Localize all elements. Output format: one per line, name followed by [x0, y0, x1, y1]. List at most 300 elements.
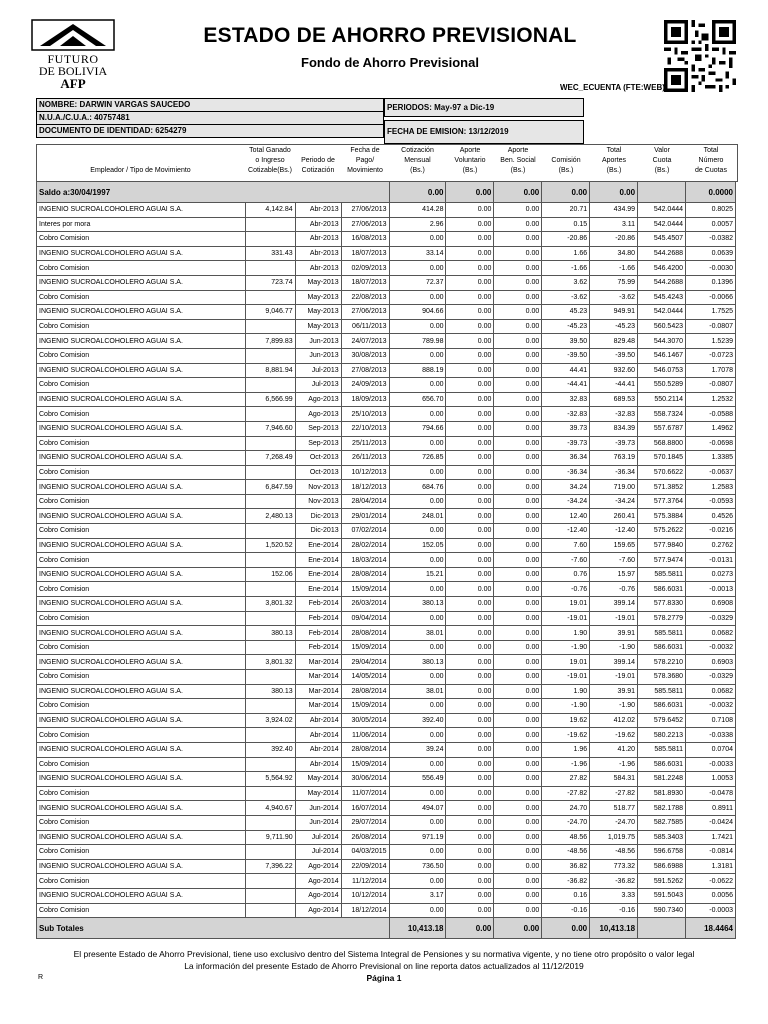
- cell-cotizacion: 0.00: [389, 728, 446, 743]
- cell-voluntario: 0.00: [446, 699, 494, 714]
- col-header-cotizacion: [389, 146, 446, 176]
- cell-empleador: INGENIO SUCROALCOHOLERO AGUAI S.A.: [37, 597, 246, 612]
- cell-voluntario: 0.00: [446, 742, 494, 757]
- cell-cuotas: 0.6908: [686, 597, 736, 612]
- cell-fecha: 28/08/2014: [341, 626, 389, 641]
- cell-cotizacion: 0.00: [389, 378, 446, 393]
- period-info-box: [384, 98, 582, 144]
- cell-social: 0.00: [494, 392, 542, 407]
- subtotal-comision: 0.00: [542, 918, 590, 939]
- cell-empleador: INGENIO SUCROALCOHOLERO AGUAI S.A.: [37, 305, 246, 320]
- cell-valor: 579.6452: [638, 713, 686, 728]
- cell-ganado: [245, 378, 295, 393]
- col-header-line: Total: [606, 147, 622, 154]
- table-row: [37, 815, 736, 830]
- cell-total: -32.83: [590, 407, 638, 422]
- cell-social: 0.00: [494, 874, 542, 889]
- cell-total: 949.91: [590, 305, 638, 320]
- cell-ganado: [245, 699, 295, 714]
- cell-comision: 7.60: [542, 538, 590, 553]
- cell-cuotas: 1.5239: [686, 334, 736, 349]
- cell-cuotas: 0.8911: [686, 801, 736, 816]
- table-row: [37, 626, 736, 641]
- cell-total: 719.00: [590, 480, 638, 495]
- table-row: [37, 640, 736, 655]
- cell-cotizacion: 380.13: [389, 597, 446, 612]
- cell-fecha: 28/04/2014: [341, 494, 389, 509]
- cell-valor: 580.2213: [638, 728, 686, 743]
- cell-voluntario: 0.00: [446, 363, 494, 378]
- cell-empleador: Interes por mora: [37, 217, 246, 232]
- cell-cotizacion: 0.00: [389, 494, 446, 509]
- cell-ganado: 7,946.60: [245, 421, 295, 436]
- cell-fecha: 07/02/2014: [341, 524, 389, 539]
- cell-total: -3.62: [590, 290, 638, 305]
- cell-empleador: INGENIO SUCROALCOHOLERO AGUAI S.A.: [37, 684, 246, 699]
- cell-total: -1.96: [590, 757, 638, 772]
- cell-fecha: 30/08/2013: [341, 348, 389, 363]
- cell-total: 260.41: [590, 509, 638, 524]
- cell-social: 0.00: [494, 509, 542, 524]
- cell-social: 0.00: [494, 640, 542, 655]
- cell-comision: -34.24: [542, 494, 590, 509]
- cell-social: 0.00: [494, 830, 542, 845]
- cell-cuotas: 0.0682: [686, 684, 736, 699]
- cell-ganado: 723.74: [245, 275, 295, 290]
- cell-voluntario: 0.00: [446, 801, 494, 816]
- cell-social: 0.00: [494, 334, 542, 349]
- cell-fecha: 11/12/2014: [341, 874, 389, 889]
- cell-empleador: Cobro Comision: [37, 465, 246, 480]
- table-row: [37, 859, 736, 874]
- cell-valor: 546.1467: [638, 348, 686, 363]
- table-row: [37, 363, 736, 378]
- col-header-line: Cotizable(Bs.): [248, 167, 292, 174]
- cell-total: 932.60: [590, 363, 638, 378]
- cell-comision: -36.82: [542, 874, 590, 889]
- table-row: [37, 524, 736, 539]
- cell-ganado: 7,268.49: [245, 451, 295, 466]
- cell-cotizacion: 656.70: [389, 392, 446, 407]
- cell-ganado: [245, 845, 295, 860]
- cell-social: 0.00: [494, 203, 542, 218]
- cell-cotizacion: 0.00: [389, 611, 446, 626]
- cell-comision: -36.34: [542, 465, 590, 480]
- cell-voluntario: 0.00: [446, 567, 494, 582]
- cell-total: -45.23: [590, 319, 638, 334]
- cell-periodo: May-2013: [295, 275, 341, 290]
- subtotal-valor: [638, 918, 686, 939]
- saldo-total: 0.00: [590, 182, 638, 203]
- movements-table: [36, 181, 736, 939]
- cell-comision: -1.90: [542, 640, 590, 655]
- cell-empleador: INGENIO SUCROALCOHOLERO AGUAI S.A.: [37, 421, 246, 436]
- cell-ganado: [245, 786, 295, 801]
- cell-valor: 544.2688: [638, 275, 686, 290]
- cell-ganado: [245, 524, 295, 539]
- col-header-line: Aporte: [459, 147, 481, 154]
- cell-ganado: 1,520.52: [245, 538, 295, 553]
- table-row: [37, 290, 736, 305]
- cell-total: -1.90: [590, 699, 638, 714]
- table-row: [37, 611, 736, 626]
- saldo-valor: [638, 182, 686, 203]
- cell-fecha: 27/06/2013: [341, 203, 389, 218]
- cell-periodo: Abr-2013: [295, 232, 341, 247]
- cell-valor: 582.1788: [638, 801, 686, 816]
- cell-fecha: 29/01/2014: [341, 509, 389, 524]
- cell-social: 0.00: [494, 801, 542, 816]
- qr-code-icon: [664, 20, 736, 92]
- cell-voluntario: 0.00: [446, 611, 494, 626]
- cell-social: 0.00: [494, 699, 542, 714]
- cell-social: 0.00: [494, 232, 542, 247]
- cell-periodo: May-2013: [295, 305, 341, 320]
- cell-cotizacion: 0.00: [389, 465, 446, 480]
- cell-voluntario: 0.00: [446, 553, 494, 568]
- cell-empleador: Cobro Comision: [37, 611, 246, 626]
- cell-ganado: [245, 232, 295, 247]
- cell-empleador: INGENIO SUCROALCOHOLERO AGUAI S.A.: [37, 655, 246, 670]
- col-header-line: Empleador / Tipo de Movimiento: [90, 167, 191, 174]
- cell-voluntario: 0.00: [446, 640, 494, 655]
- table-row: [37, 348, 736, 363]
- cell-fecha: 26/08/2014: [341, 830, 389, 845]
- cell-valor: 560.5423: [638, 319, 686, 334]
- cell-periodo: Sep-2013: [295, 436, 341, 451]
- cell-empleador: Cobro Comision: [37, 903, 246, 918]
- cell-fecha: 29/07/2014: [341, 815, 389, 830]
- cell-cotizacion: 72.37: [389, 275, 446, 290]
- table-row: [37, 903, 736, 918]
- col-header-line: Número: [698, 157, 724, 164]
- cell-empleador: INGENIO SUCROALCOHOLERO AGUAI S.A.: [37, 275, 246, 290]
- cell-cuotas: 1.7525: [686, 305, 736, 320]
- cell-valor: 577.8330: [638, 597, 686, 612]
- cell-fecha: 18/03/2014: [341, 553, 389, 568]
- cell-cuotas: -0.0637: [686, 465, 736, 480]
- cell-empleador: INGENIO SUCROALCOHOLERO AGUAI S.A.: [37, 742, 246, 757]
- cell-valor: 570.1845: [638, 451, 686, 466]
- cell-valor: 545.4243: [638, 290, 686, 305]
- cell-fecha: 27/08/2013: [341, 363, 389, 378]
- cell-ganado: 4,142.84: [245, 203, 295, 218]
- cell-empleador: Cobro Comision: [37, 786, 246, 801]
- cell-cotizacion: 0.00: [389, 786, 446, 801]
- cell-total: 584.31: [590, 772, 638, 787]
- cell-periodo: Ago-2014: [295, 903, 341, 918]
- col-header-line: Ben. Social: [500, 157, 536, 164]
- cell-empleador: Cobro Comision: [37, 640, 246, 655]
- table-row: [37, 305, 736, 320]
- cell-empleador: Cobro Comision: [37, 874, 246, 889]
- saldo-voluntario: 0.00: [446, 182, 494, 203]
- cell-empleador: Cobro Comision: [37, 436, 246, 451]
- cell-periodo: May-2013: [295, 319, 341, 334]
- cell-periodo: Sep-2013: [295, 421, 341, 436]
- cell-cuotas: 0.7108: [686, 713, 736, 728]
- cell-social: 0.00: [494, 378, 542, 393]
- cell-voluntario: 0.00: [446, 772, 494, 787]
- table-row: [37, 480, 736, 495]
- cell-voluntario: 0.00: [446, 436, 494, 451]
- cell-ganado: [245, 582, 295, 597]
- cell-periodo: Ene-2014: [295, 553, 341, 568]
- cell-voluntario: 0.00: [446, 378, 494, 393]
- cell-periodo: Abr-2013: [295, 246, 341, 261]
- subtotal-social: 0.00: [494, 918, 542, 939]
- cell-voluntario: 0.00: [446, 465, 494, 480]
- cell-cuotas: 1.4962: [686, 421, 736, 436]
- cell-cuotas: -0.0338: [686, 728, 736, 743]
- cell-valor: 578.2779: [638, 611, 686, 626]
- cell-comision: -3.62: [542, 290, 590, 305]
- cell-cuotas: -0.0478: [686, 786, 736, 801]
- cell-total: 1,019.75: [590, 830, 638, 845]
- cell-cotizacion: 0.00: [389, 903, 446, 918]
- col-header-periodo: [295, 156, 341, 176]
- table-row: [37, 451, 736, 466]
- cell-cotizacion: 0.00: [389, 670, 446, 685]
- cell-valor: 586.6031: [638, 640, 686, 655]
- table-row: [37, 567, 736, 582]
- cell-total: 159.65: [590, 538, 638, 553]
- cell-empleador: INGENIO SUCROALCOHOLERO AGUAI S.A.: [37, 713, 246, 728]
- cell-empleador: INGENIO SUCROALCOHOLERO AGUAI S.A.: [37, 480, 246, 495]
- cell-voluntario: 0.00: [446, 538, 494, 553]
- saldo-row: [37, 182, 736, 203]
- cell-cotizacion: 0.00: [389, 815, 446, 830]
- cell-comision: 39.73: [542, 421, 590, 436]
- col-header-valor: [638, 146, 686, 176]
- col-header-line: Valor: [654, 147, 670, 154]
- cell-cotizacion: 556.49: [389, 772, 446, 787]
- cell-voluntario: 0.00: [446, 509, 494, 524]
- cell-ganado: [245, 319, 295, 334]
- table-row: [37, 378, 736, 393]
- cell-fecha: 10/12/2013: [341, 465, 389, 480]
- cell-social: 0.00: [494, 290, 542, 305]
- cell-valor: 577.3764: [638, 494, 686, 509]
- cell-comision: 34.24: [542, 480, 590, 495]
- cell-empleador: Cobro Comision: [37, 670, 246, 685]
- cell-cuotas: -0.0807: [686, 378, 736, 393]
- cell-voluntario: 0.00: [446, 845, 494, 860]
- cell-total: 689.53: [590, 392, 638, 407]
- table-row: [37, 407, 736, 422]
- cell-ganado: [245, 261, 295, 276]
- cell-total: -39.73: [590, 436, 638, 451]
- cell-valor: 575.3884: [638, 509, 686, 524]
- cell-social: 0.00: [494, 597, 542, 612]
- cell-periodo: Abr-2014: [295, 757, 341, 772]
- cell-periodo: Jul-2014: [295, 845, 341, 860]
- cell-periodo: May-2014: [295, 786, 341, 801]
- col-header-line: Cuota: [652, 157, 672, 164]
- cell-cotizacion: 39.24: [389, 742, 446, 757]
- cell-ganado: 7,899.83: [245, 334, 295, 349]
- table-row: [37, 465, 736, 480]
- cell-cotizacion: 0.00: [389, 319, 446, 334]
- cell-cuotas: 0.2762: [686, 538, 736, 553]
- cell-empleador: INGENIO SUCROALCOHOLERO AGUAI S.A.: [37, 859, 246, 874]
- cell-cuotas: -0.0131: [686, 553, 736, 568]
- cell-social: 0.00: [494, 845, 542, 860]
- cell-empleador: Cobro Comision: [37, 232, 246, 247]
- subtotal-total: 10,413.18: [590, 918, 638, 939]
- cell-valor: 558.7324: [638, 407, 686, 422]
- cell-periodo: Mar-2014: [295, 684, 341, 699]
- cell-social: 0.00: [494, 465, 542, 480]
- table-row: [37, 670, 736, 685]
- cell-social: 0.00: [494, 524, 542, 539]
- cell-social: 0.00: [494, 655, 542, 670]
- cell-empleador: INGENIO SUCROALCOHOLERO AGUAI S.A.: [37, 203, 246, 218]
- cell-cuotas: 0.4526: [686, 509, 736, 524]
- col-header-line: (Bs.): [606, 167, 622, 174]
- cell-cuotas: 0.1396: [686, 275, 736, 290]
- cell-cuotas: -0.0003: [686, 903, 736, 918]
- cell-voluntario: 0.00: [446, 874, 494, 889]
- cell-periodo: Abr-2014: [295, 728, 341, 743]
- subtotal-cuotas: 18.4464: [686, 918, 736, 939]
- cell-comision: 36.82: [542, 859, 590, 874]
- cell-valor: 578.3680: [638, 670, 686, 685]
- cell-ganado: 152.06: [245, 567, 295, 582]
- cell-comision: 3.62: [542, 275, 590, 290]
- cell-valor: 596.6758: [638, 845, 686, 860]
- cell-fecha: 11/07/2014: [341, 786, 389, 801]
- cell-total: 15.97: [590, 567, 638, 582]
- cell-total: 34.80: [590, 246, 638, 261]
- cell-fecha: 26/03/2014: [341, 597, 389, 612]
- cell-comision: 19.01: [542, 655, 590, 670]
- cell-total: -34.24: [590, 494, 638, 509]
- cell-ganado: 4,940.67: [245, 801, 295, 816]
- table-row: [37, 713, 736, 728]
- cell-cuotas: 0.0273: [686, 567, 736, 582]
- cell-social: 0.00: [494, 538, 542, 553]
- cell-periodo: Feb-2014: [295, 611, 341, 626]
- cell-comision: 20.71: [542, 203, 590, 218]
- cell-voluntario: 0.00: [446, 524, 494, 539]
- cell-cotizacion: 0.00: [389, 232, 446, 247]
- cell-comision: 48.56: [542, 830, 590, 845]
- cell-comision: -1.90: [542, 699, 590, 714]
- cell-comision: -48.56: [542, 845, 590, 860]
- cell-valor: 542.0444: [638, 217, 686, 232]
- cell-fecha: 09/04/2014: [341, 611, 389, 626]
- cell-voluntario: 0.00: [446, 582, 494, 597]
- cell-comision: -12.40: [542, 524, 590, 539]
- cell-ganado: 7,396.22: [245, 859, 295, 874]
- cell-total: -36.34: [590, 465, 638, 480]
- table-row: [37, 699, 736, 714]
- cell-ganado: [245, 465, 295, 480]
- cell-social: 0.00: [494, 436, 542, 451]
- cell-comision: 19.62: [542, 713, 590, 728]
- periodos-field: PERIODOS: May-97 a Dic-19: [384, 98, 584, 117]
- cell-voluntario: 0.00: [446, 815, 494, 830]
- cell-valor: 575.2622: [638, 524, 686, 539]
- cell-ganado: [245, 290, 295, 305]
- col-header-cuotas: [686, 146, 736, 176]
- cell-total: -0.76: [590, 582, 638, 597]
- cell-total: -20.86: [590, 232, 638, 247]
- cell-ganado: [245, 815, 295, 830]
- subtotal-voluntario: 0.00: [446, 918, 494, 939]
- table-row: [37, 728, 736, 743]
- cell-periodo: Abr-2014: [295, 713, 341, 728]
- cell-fecha: 22/09/2014: [341, 859, 389, 874]
- cell-social: 0.00: [494, 217, 542, 232]
- cell-comision: 0.16: [542, 888, 590, 903]
- page-number: Página 1: [366, 973, 402, 983]
- cell-fecha: 26/11/2013: [341, 451, 389, 466]
- cell-cotizacion: 0.00: [389, 290, 446, 305]
- cell-valor: 546.0753: [638, 363, 686, 378]
- cell-cotizacion: 0.00: [389, 436, 446, 451]
- cell-ganado: [245, 888, 295, 903]
- cell-cotizacion: 2.96: [389, 217, 446, 232]
- cell-fecha: 10/12/2014: [341, 888, 389, 903]
- cell-social: 0.00: [494, 407, 542, 422]
- table-row: [37, 319, 736, 334]
- table-row: [37, 684, 736, 699]
- cell-voluntario: 0.00: [446, 655, 494, 670]
- cell-total: -1.90: [590, 640, 638, 655]
- cell-fecha: 30/05/2014: [341, 713, 389, 728]
- cell-cuotas: -0.0030: [686, 261, 736, 276]
- cell-cuotas: -0.0032: [686, 699, 736, 714]
- table-row: [37, 597, 736, 612]
- cell-empleador: INGENIO SUCROALCOHOLERO AGUAI S.A.: [37, 888, 246, 903]
- cell-ganado: 5,564.92: [245, 772, 295, 787]
- col-header-line: Aportes: [601, 157, 627, 164]
- cell-fecha: 28/08/2014: [341, 684, 389, 699]
- cell-empleador: Cobro Comision: [37, 553, 246, 568]
- col-header-line: (Bs.): [410, 167, 425, 174]
- cell-ganado: [245, 611, 295, 626]
- cell-cuotas: 0.0639: [686, 246, 736, 261]
- cell-empleador: Cobro Comision: [37, 699, 246, 714]
- cell-periodo: Feb-2014: [295, 597, 341, 612]
- personal-info-box: [36, 98, 384, 138]
- cell-cotizacion: 794.66: [389, 421, 446, 436]
- cell-voluntario: 0.00: [446, 203, 494, 218]
- cell-periodo: Jul-2013: [295, 378, 341, 393]
- cell-cuotas: -0.0013: [686, 582, 736, 597]
- cell-fecha: 14/05/2014: [341, 670, 389, 685]
- disclaimer-line-1: El presente Estado de Ahorro Previsional, tiene uso exclusivo dentro del Sistema Integral de Pensiones y su normativa vigente, y no tiene otro propósito o valor legal: [73, 949, 695, 959]
- cell-total: 399.14: [590, 655, 638, 670]
- cell-comision: 19.01: [542, 597, 590, 612]
- cell-social: 0.00: [494, 348, 542, 363]
- cell-ganado: [245, 407, 295, 422]
- cell-periodo: Ago-2014: [295, 859, 341, 874]
- cell-cotizacion: 152.05: [389, 538, 446, 553]
- cell-empleador: INGENIO SUCROALCOHOLERO AGUAI S.A.: [37, 451, 246, 466]
- cell-cuotas: 0.0057: [686, 217, 736, 232]
- cell-cotizacion: 684.76: [389, 480, 446, 495]
- cell-fecha: 24/09/2013: [341, 378, 389, 393]
- cell-total: -19.01: [590, 670, 638, 685]
- cell-fecha: 15/09/2014: [341, 582, 389, 597]
- saldo-cuotas: 0.0000: [686, 182, 736, 203]
- saldo-label: Saldo a:30/04/1997: [37, 182, 390, 203]
- cell-total: 763.19: [590, 451, 638, 466]
- cell-social: 0.00: [494, 363, 542, 378]
